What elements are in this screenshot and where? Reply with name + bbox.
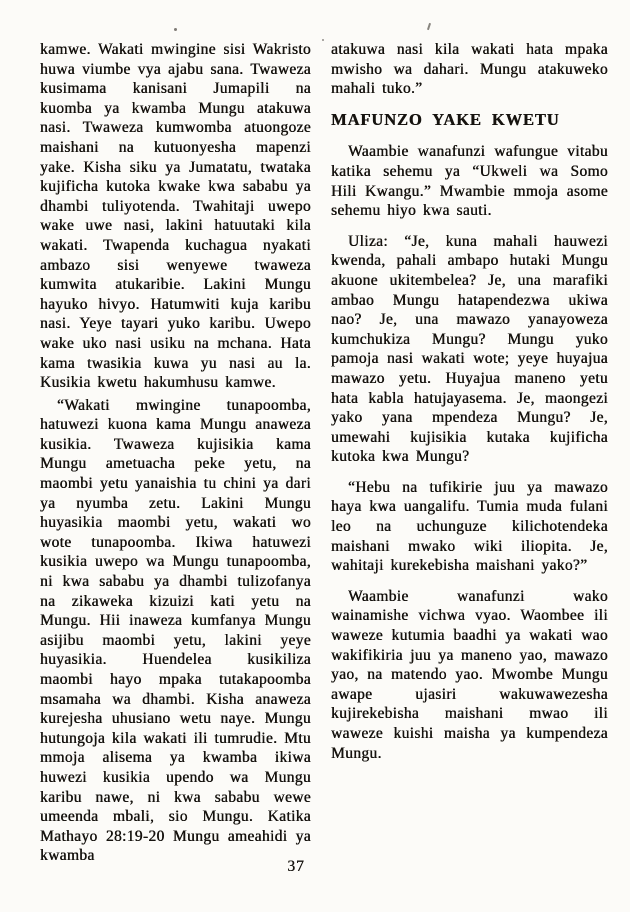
page-number: 37	[287, 858, 305, 875]
body-paragraph: Waambie wanafunzi wako wainamishe vichwa vyao. Waombee ili waweze kutumia baadhi ya wakati wao wakifikiria juu ya maneno yao, mawazo yao, na matendo yao. Mwombe Mungu awape ujasiri wakuwawezesha kujirekebisha maishani mwao ili waweze kuishi maisha ya kumpendeza Mungu.	[331, 587, 608, 762]
scan-artifact	[427, 23, 431, 30]
section-heading: MAFUNZO YAKE KWETU	[331, 109, 560, 129]
right-column	[331, 40, 608, 869]
body-paragraph-continuation: atakuwa nasi kila wakati hata mpaka mwisho wa dahari. Mungu atakuweko mahali tuko.”	[331, 41, 608, 98]
body-paragraph: Uliza: “Je, kuna mahali hauwezi kwenda, pahali ambapo hutaki Mungu akuone ukitembelea? Je, una marafiki ambao Mungu hatapendezwa ukiwa nao? Je, una mawazo yanayoweza kumchukiza Mungu? Mungu yuko pamoja nasi wakati wote; yeye huyajua mawazo yetu. Huyajua maneno yetu hata kabla hatujayasema. Je, maongezi yako yana mpendeza Mungu? Je, umewahi kujisikia kutaka kujificha kutoka kwa Mungu?	[331, 232, 608, 466]
left-column	[40, 40, 311, 869]
body-paragraph: “Wakati mwingine tunapoomba, hatuwezi kuona kama Mungu anaweza kusikia. Twaweza kujisikia kama Mungu ametuacha peke yetu, na maombi yetu yanaishia tu chini ya dari ya nyumba zetu. Lakini Mungu huyasikia maombi yetu, wakati wo wote tunapoomba. Ikiwa hatuwezi kusikia uwepo wa Mungu tunapoomba, ni kwa sababu ya dhambi tulizofanya na zikaweka kizuizi kati yetu na Mungu. Hii inaweza kumfanya Mungu asijibu maombi yetu, lakini yeye huyasikia. Huendelea kusikiliza maombi hayo mpaka tutakapoomba msamaha wa dhambi. Kisha anaweza kurejesha uhusiano wetu naye. Mungu hutungoja kila wakati ili tumrudie. Mtu mmoja alisema ya kwamba ikiwa huwezi kusikia upendo wa Mungu karibu nawe, ni kwa sababu wewe umeenda mbali, sio Mungu. Katika Mathayo 28:19-20 Mungu ameahidi ya kwamba	[40, 396, 311, 865]
body-paragraph: Waambie wanafunzi wafungue vitabu katika sehemu ya “Ukweli wa Somo Hili Kwangu.” Mwambie mmoja asome sehemu hiyo kwa sauti.	[331, 143, 608, 220]
text-columns	[40, 40, 608, 869]
scan-artifact	[174, 28, 177, 31]
body-paragraph: kamwe. Wakati mwingine sisi Wakristo huwa viumbe vya ajabu sana. Twaweza kusimama kanisani Jumapili na kuomba ya kwamba Mungu atakuwa nasi. Twaweza kumwomba atuongoze maishani na kutuonyesha mapenzi yake. Kisha siku ya Jumatatu, twataka kujificha kutoka kwake kwa sababu ya dhambi tuliyotenda. Twahitaji uwepo wake uwe nasi, lakini hatuutaki kila wakati. Twapenda kuchagua nyakati ambazo sisi wenyewe twaweza kumwita atukaribie. Lakini Mungu hayuko hivyo. Hatumwiti kuja karibu nasi. Yeye tayari yuko karibu. Uwepo wake uko nasi usiku na mchana. Hata kama twasikia kuwa yu nasi au la. Kusikia kwetu hakumhusu kamwe.	[40, 41, 311, 392]
body-paragraph: “Hebu na tufikirie juu ya mawazo haya kwa uangalifu. Tumia muda fulani leo na uchunguze kilichotendeka maishani mwako wiki iliopita. Je, wahitaji kurekebisha maishani yako?”	[331, 478, 608, 575]
